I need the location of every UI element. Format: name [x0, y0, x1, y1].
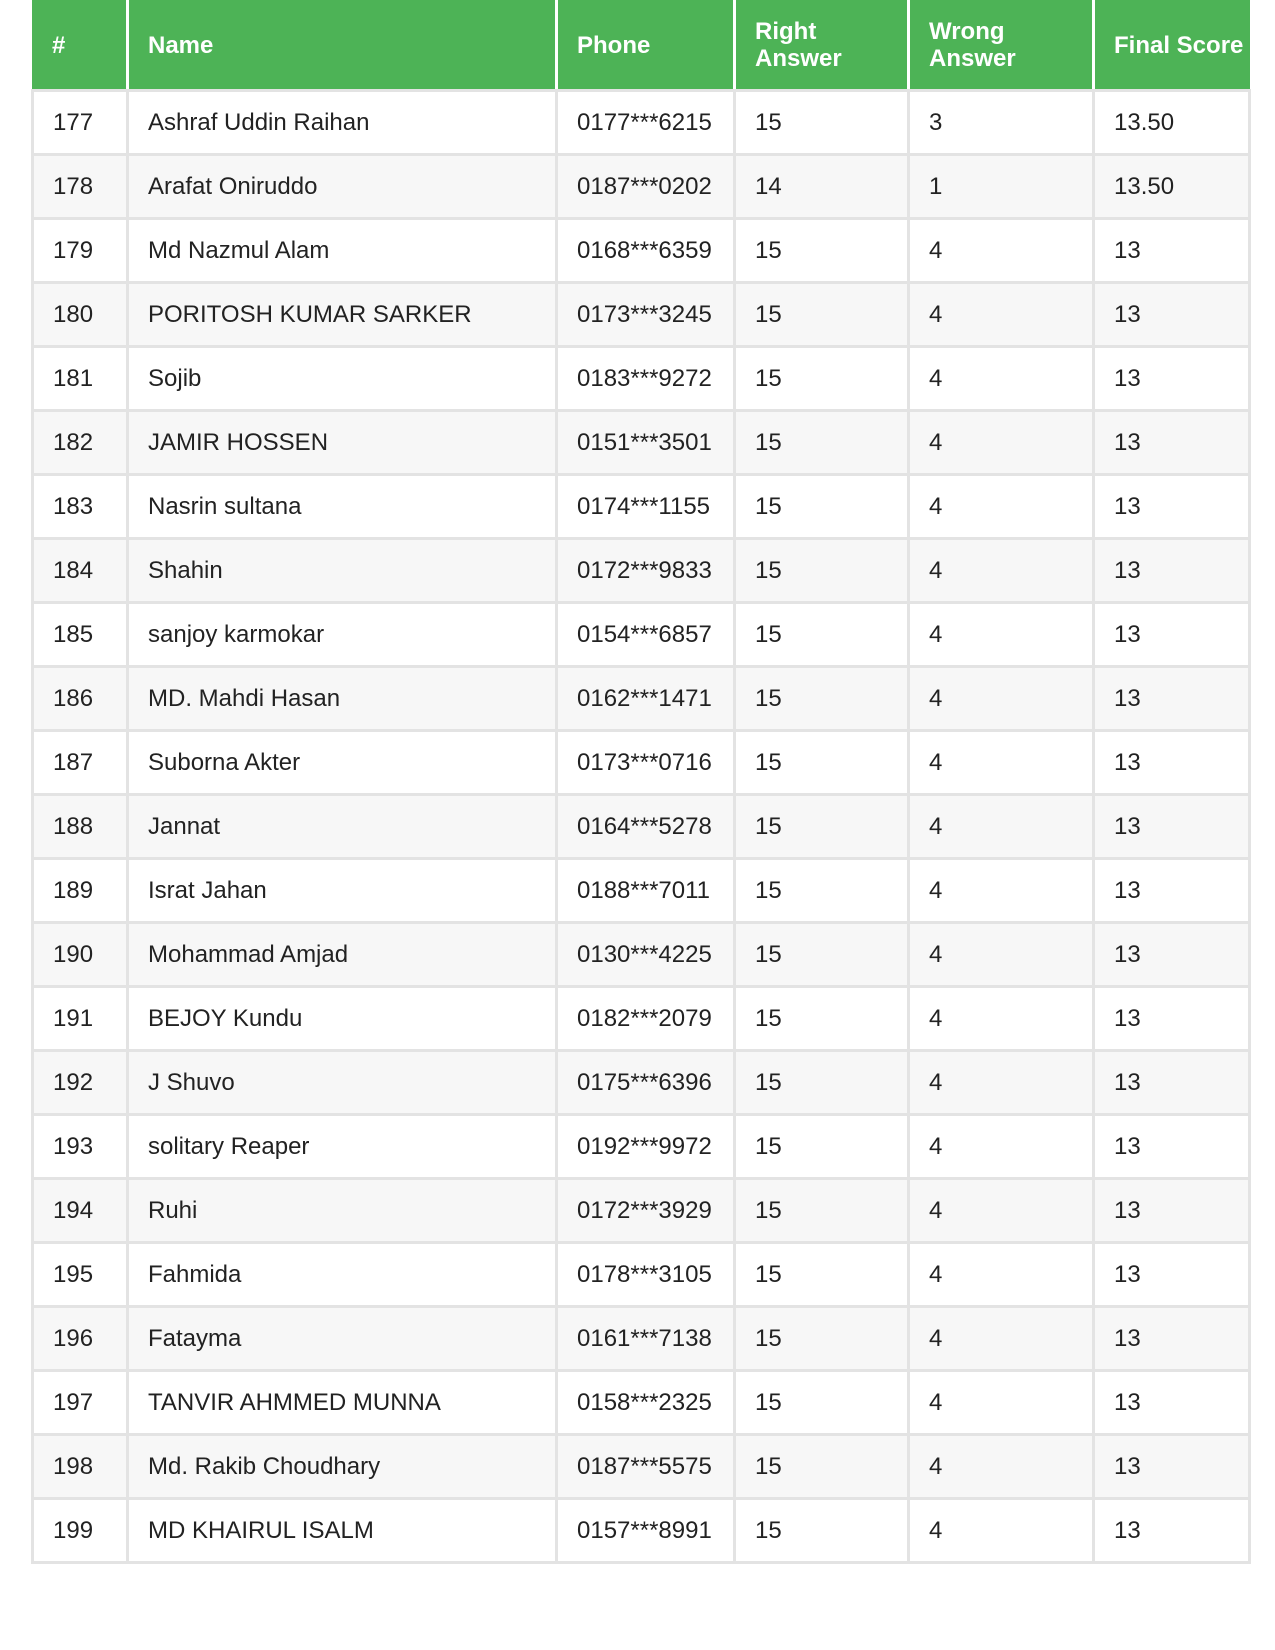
cell-wrong-answer: 4	[909, 347, 1094, 411]
cell-phone: 0162***1471	[557, 667, 735, 731]
cell-number: 183	[33, 475, 128, 539]
cell-right-answer: 15	[735, 987, 909, 1051]
cell-phone: 0173***0716	[557, 731, 735, 795]
cell-name: Suborna Akter	[128, 731, 557, 795]
cell-name: Nasrin sultana	[128, 475, 557, 539]
cell-number: 196	[33, 1307, 128, 1371]
cell-name: Fatayma	[128, 1307, 557, 1371]
table-row	[33, 411, 1250, 475]
cell-name: Shahin	[128, 539, 557, 603]
cell-name: Md. Rakib Choudhary	[128, 1435, 557, 1499]
cell-right-answer: 15	[735, 603, 909, 667]
cell-phone: 0192***9972	[557, 1115, 735, 1179]
cell-name: Md Nazmul Alam	[128, 219, 557, 283]
cell-phone: 0175***6396	[557, 1051, 735, 1115]
cell-right-answer: 15	[735, 475, 909, 539]
table-row	[33, 219, 1250, 283]
cell-final-score: 13	[1094, 603, 1250, 667]
cell-phone: 0161***7138	[557, 1307, 735, 1371]
cell-wrong-answer: 4	[909, 1371, 1094, 1435]
table-row	[33, 1179, 1250, 1243]
cell-final-score: 13	[1094, 539, 1250, 603]
cell-right-answer: 15	[735, 923, 909, 987]
cell-phone: 0158***2325	[557, 1371, 735, 1435]
cell-phone: 0164***5278	[557, 795, 735, 859]
cell-right-answer: 15	[735, 1179, 909, 1243]
table-row	[33, 987, 1250, 1051]
cell-wrong-answer: 4	[909, 731, 1094, 795]
table-row	[33, 1435, 1250, 1499]
cell-wrong-answer: 4	[909, 219, 1094, 283]
cell-phone: 0173***3245	[557, 283, 735, 347]
cell-final-score: 13	[1094, 1179, 1250, 1243]
cell-phone: 0130***4225	[557, 923, 735, 987]
cell-final-score: 13	[1094, 795, 1250, 859]
cell-final-score: 13	[1094, 987, 1250, 1051]
table-row	[33, 667, 1250, 731]
cell-wrong-answer: 1	[909, 155, 1094, 219]
cell-right-answer: 15	[735, 1371, 909, 1435]
table-row	[33, 1051, 1250, 1115]
cell-number: 188	[33, 795, 128, 859]
cell-number: 179	[33, 219, 128, 283]
cell-final-score: 13	[1094, 1243, 1250, 1307]
cell-right-answer: 15	[735, 1051, 909, 1115]
table-row	[33, 475, 1250, 539]
table-row	[33, 1499, 1250, 1563]
cell-right-answer: 15	[735, 91, 909, 155]
cell-right-answer: 15	[735, 1499, 909, 1563]
cell-name: TANVIR AHMMED MUNNA	[128, 1371, 557, 1435]
cell-name: Israt Jahan	[128, 859, 557, 923]
cell-name: Jannat	[128, 795, 557, 859]
cell-right-answer: 15	[735, 411, 909, 475]
cell-wrong-answer: 4	[909, 411, 1094, 475]
cell-right-answer: 15	[735, 1243, 909, 1307]
header-row	[33, 1, 1250, 91]
cell-right-answer: 15	[735, 859, 909, 923]
header-name: Name	[128, 1, 557, 91]
table-row	[33, 859, 1250, 923]
cell-final-score: 13	[1094, 283, 1250, 347]
cell-final-score: 13	[1094, 347, 1250, 411]
table-row	[33, 603, 1250, 667]
cell-final-score: 13	[1094, 1371, 1250, 1435]
cell-final-score: 13	[1094, 219, 1250, 283]
cell-number: 178	[33, 155, 128, 219]
cell-wrong-answer: 4	[909, 1435, 1094, 1499]
cell-name: JAMIR HOSSEN	[128, 411, 557, 475]
cell-final-score: 13	[1094, 1307, 1250, 1371]
cell-final-score: 13.50	[1094, 155, 1250, 219]
table-row	[33, 347, 1250, 411]
cell-phone: 0187***5575	[557, 1435, 735, 1499]
header-number: #	[33, 1, 128, 91]
cell-right-answer: 15	[735, 667, 909, 731]
table-row	[33, 1371, 1250, 1435]
cell-wrong-answer: 4	[909, 667, 1094, 731]
cell-number: 194	[33, 1179, 128, 1243]
cell-phone: 0178***3105	[557, 1243, 735, 1307]
cell-final-score: 13	[1094, 667, 1250, 731]
cell-phone: 0151***3501	[557, 411, 735, 475]
cell-name: PORITOSH KUMAR SARKER	[128, 283, 557, 347]
cell-wrong-answer: 4	[909, 539, 1094, 603]
cell-number: 191	[33, 987, 128, 1051]
header-phone: Phone	[557, 1, 735, 91]
cell-wrong-answer: 4	[909, 603, 1094, 667]
cell-number: 181	[33, 347, 128, 411]
cell-name: Arafat Oniruddo	[128, 155, 557, 219]
cell-wrong-answer: 4	[909, 987, 1094, 1051]
cell-final-score: 13	[1094, 1115, 1250, 1179]
cell-name: Sojib	[128, 347, 557, 411]
cell-right-answer: 15	[735, 283, 909, 347]
cell-phone: 0154***6857	[557, 603, 735, 667]
cell-number: 184	[33, 539, 128, 603]
cell-number: 182	[33, 411, 128, 475]
cell-phone: 0177***6215	[557, 91, 735, 155]
cell-number: 187	[33, 731, 128, 795]
cell-right-answer: 15	[735, 1115, 909, 1179]
cell-phone: 0172***3929	[557, 1179, 735, 1243]
cell-name: MD. Mahdi Hasan	[128, 667, 557, 731]
cell-number: 177	[33, 91, 128, 155]
cell-number: 190	[33, 923, 128, 987]
table-body	[33, 91, 1250, 1563]
cell-name: BEJOY Kundu	[128, 987, 557, 1051]
cell-final-score: 13	[1094, 475, 1250, 539]
cell-phone: 0168***6359	[557, 219, 735, 283]
cell-number: 197	[33, 1371, 128, 1435]
cell-phone: 0182***2079	[557, 987, 735, 1051]
cell-name: sanjoy karmokar	[128, 603, 557, 667]
cell-number: 193	[33, 1115, 128, 1179]
table-row	[33, 283, 1250, 347]
cell-number: 192	[33, 1051, 128, 1115]
cell-number: 198	[33, 1435, 128, 1499]
cell-name: solitary Reaper	[128, 1115, 557, 1179]
cell-final-score: 13.50	[1094, 91, 1250, 155]
table-row	[33, 923, 1250, 987]
header-wrong-answer: Wrong Answer	[909, 1, 1094, 91]
table-row	[33, 155, 1250, 219]
cell-phone: 0157***8991	[557, 1499, 735, 1563]
cell-wrong-answer: 4	[909, 1115, 1094, 1179]
cell-number: 195	[33, 1243, 128, 1307]
cell-number: 189	[33, 859, 128, 923]
cell-wrong-answer: 4	[909, 1499, 1094, 1563]
cell-final-score: 13	[1094, 1499, 1250, 1563]
cell-right-answer: 15	[735, 1307, 909, 1371]
cell-final-score: 13	[1094, 1435, 1250, 1499]
cell-right-answer: 15	[735, 795, 909, 859]
header-final-score: Final Score	[1094, 1, 1250, 91]
cell-number: 180	[33, 283, 128, 347]
cell-number: 199	[33, 1499, 128, 1563]
cell-number: 185	[33, 603, 128, 667]
results-table	[31, 0, 1251, 1564]
table-row	[33, 91, 1250, 155]
cell-phone: 0172***9833	[557, 539, 735, 603]
cell-name: Ashraf Uddin Raihan	[128, 91, 557, 155]
cell-name: MD KHAIRUL ISALM	[128, 1499, 557, 1563]
cell-final-score: 13	[1094, 923, 1250, 987]
cell-name: J Shuvo	[128, 1051, 557, 1115]
cell-number: 186	[33, 667, 128, 731]
cell-right-answer: 15	[735, 731, 909, 795]
header-right-answer: Right Answer	[735, 1, 909, 91]
cell-wrong-answer: 4	[909, 283, 1094, 347]
cell-wrong-answer: 4	[909, 475, 1094, 539]
cell-phone: 0187***0202	[557, 155, 735, 219]
cell-wrong-answer: 4	[909, 923, 1094, 987]
cell-final-score: 13	[1094, 411, 1250, 475]
cell-wrong-answer: 4	[909, 1307, 1094, 1371]
cell-wrong-answer: 4	[909, 1051, 1094, 1115]
cell-right-answer: 15	[735, 539, 909, 603]
cell-final-score: 13	[1094, 731, 1250, 795]
table-row	[33, 1115, 1250, 1179]
table-row	[33, 731, 1250, 795]
cell-wrong-answer: 3	[909, 91, 1094, 155]
cell-name: Ruhi	[128, 1179, 557, 1243]
cell-final-score: 13	[1094, 859, 1250, 923]
table-row	[33, 1243, 1250, 1307]
table-header	[33, 1, 1250, 91]
table-row	[33, 1307, 1250, 1371]
cell-final-score: 13	[1094, 1051, 1250, 1115]
cell-phone: 0188***7011	[557, 859, 735, 923]
cell-wrong-answer: 4	[909, 795, 1094, 859]
table-row	[33, 539, 1250, 603]
cell-phone: 0174***1155	[557, 475, 735, 539]
cell-wrong-answer: 4	[909, 859, 1094, 923]
cell-wrong-answer: 4	[909, 1179, 1094, 1243]
cell-wrong-answer: 4	[909, 1243, 1094, 1307]
cell-phone: 0183***9272	[557, 347, 735, 411]
cell-name: Mohammad Amjad	[128, 923, 557, 987]
cell-name: Fahmida	[128, 1243, 557, 1307]
cell-right-answer: 15	[735, 219, 909, 283]
cell-right-answer: 14	[735, 155, 909, 219]
cell-right-answer: 15	[735, 347, 909, 411]
table-row	[33, 795, 1250, 859]
cell-right-answer: 15	[735, 1435, 909, 1499]
